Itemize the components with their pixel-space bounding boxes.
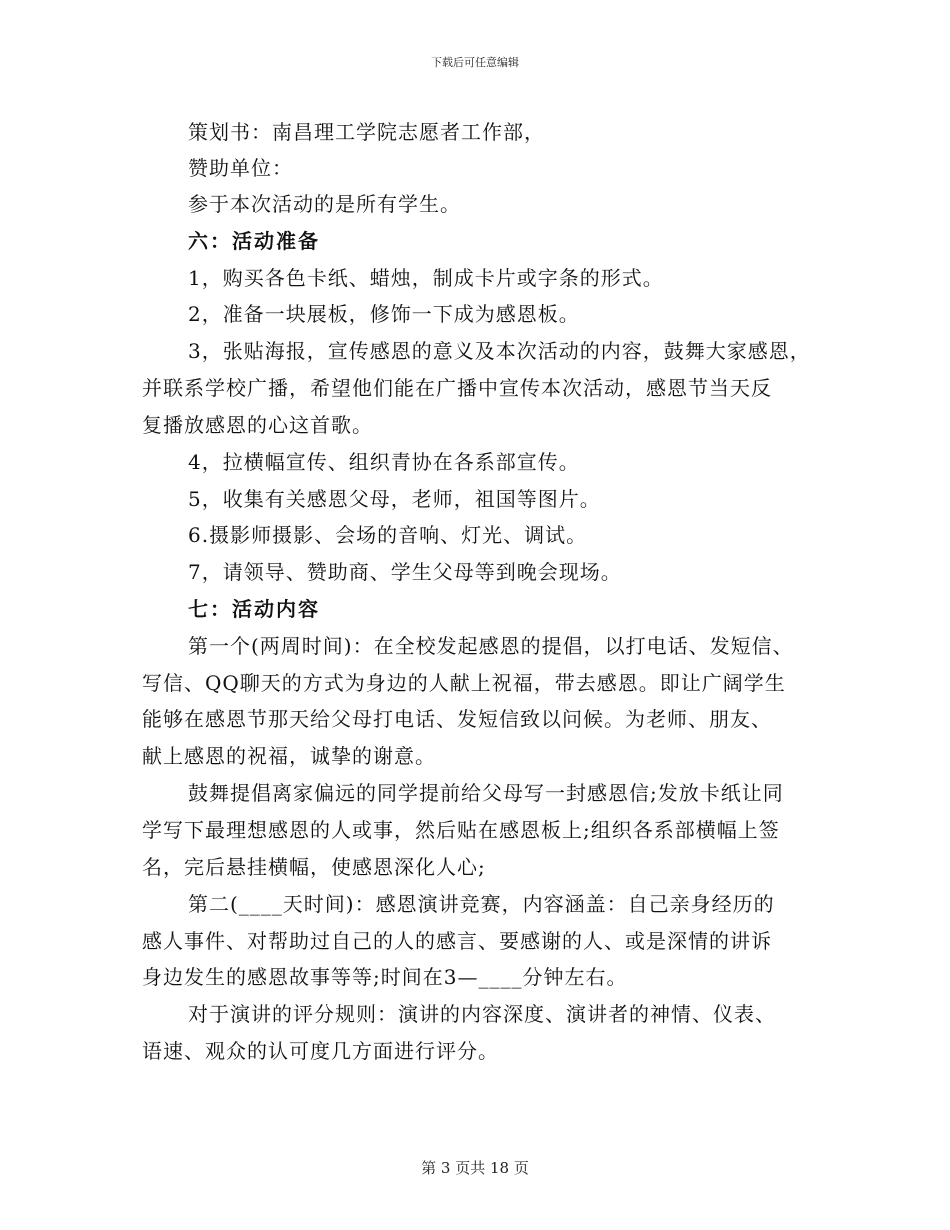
text-line: 参于本次活动的是所有学生。	[188, 192, 461, 216]
text-line: 赞助单位：	[188, 156, 293, 180]
page-header: 下载后可任意编辑	[431, 56, 519, 69]
text-line: 名，完后悬挂横幅，使感恩深化人心;	[142, 855, 486, 879]
section-heading: 六：活动准备	[188, 229, 320, 253]
text-line: 4，拉横幅宣传、组织青协在各系部宣传。	[188, 450, 580, 474]
text-line: 第二(____天时间)：感恩演讲竞赛，内容涵盖：自己亲身经历的	[188, 892, 775, 916]
text-line: 5，收集有关感恩父母，老师，祖国等图片。	[188, 487, 601, 511]
text-line: 6.摄影师摄影、会场的音响、灯光、调试。	[188, 523, 588, 547]
text-line: 感人事件、对帮助过自己的人的感言、要感谢的人、或是深情的讲诉	[142, 929, 772, 953]
text-line: 能够在感恩节那天给父母打电话、发短信致以问候。为老师、朋友、	[142, 707, 772, 731]
text-line: 身边发生的感恩故事等等;时间在3—____分钟左右。	[142, 965, 628, 989]
page-footer: 第 3 页共 18 页	[421, 1159, 529, 1177]
text-line: 复播放感恩的心这首歌。	[142, 413, 373, 437]
text-line: 7，请领导、赞助商、学生父母等到晚会现场。	[188, 560, 622, 584]
text-line: 1，购买各色卡纸、蜡烛，制成卡片或字条的形式。	[188, 266, 664, 290]
section-heading: 七：活动内容	[188, 597, 320, 621]
text-line: 策划书：南昌理工学院志愿者工作部，	[188, 120, 545, 144]
text-line: 第一个(两周时间)：在全校发起感恩的提倡，以打电话、发短信、	[188, 634, 794, 658]
text-line: 语速、观众的认可度几方面进行评分。	[142, 1039, 499, 1063]
text-line: 2，准备一块展板，修饰一下成为感恩板。	[188, 302, 580, 326]
text-line: 并联系学校广播，希望他们能在广播中宣传本次活动，感恩节当天反	[142, 376, 772, 400]
text-line: 献上感恩的祝福，诚挚的谢意。	[142, 744, 436, 768]
text-line: 学写下最理想感恩的人或事，然后贴在感恩板上;组织各系部横幅上签	[142, 818, 780, 842]
text-line: 对于演讲的评分规则：演讲的内容深度、演讲者的神情、仪表、	[188, 1002, 776, 1026]
text-line: 鼓舞提倡离家偏远的同学提前给父母写一封感恩信;发放卡纸让同	[188, 781, 784, 805]
text-line: 写信、QQ聊天的方式为身边的人献上祝福，带去感恩。即让广阔学生	[142, 671, 786, 695]
text-line: 3，张贴海报，宣传感恩的意义及本次活动的内容，鼓舞大家感恩，	[188, 339, 811, 363]
